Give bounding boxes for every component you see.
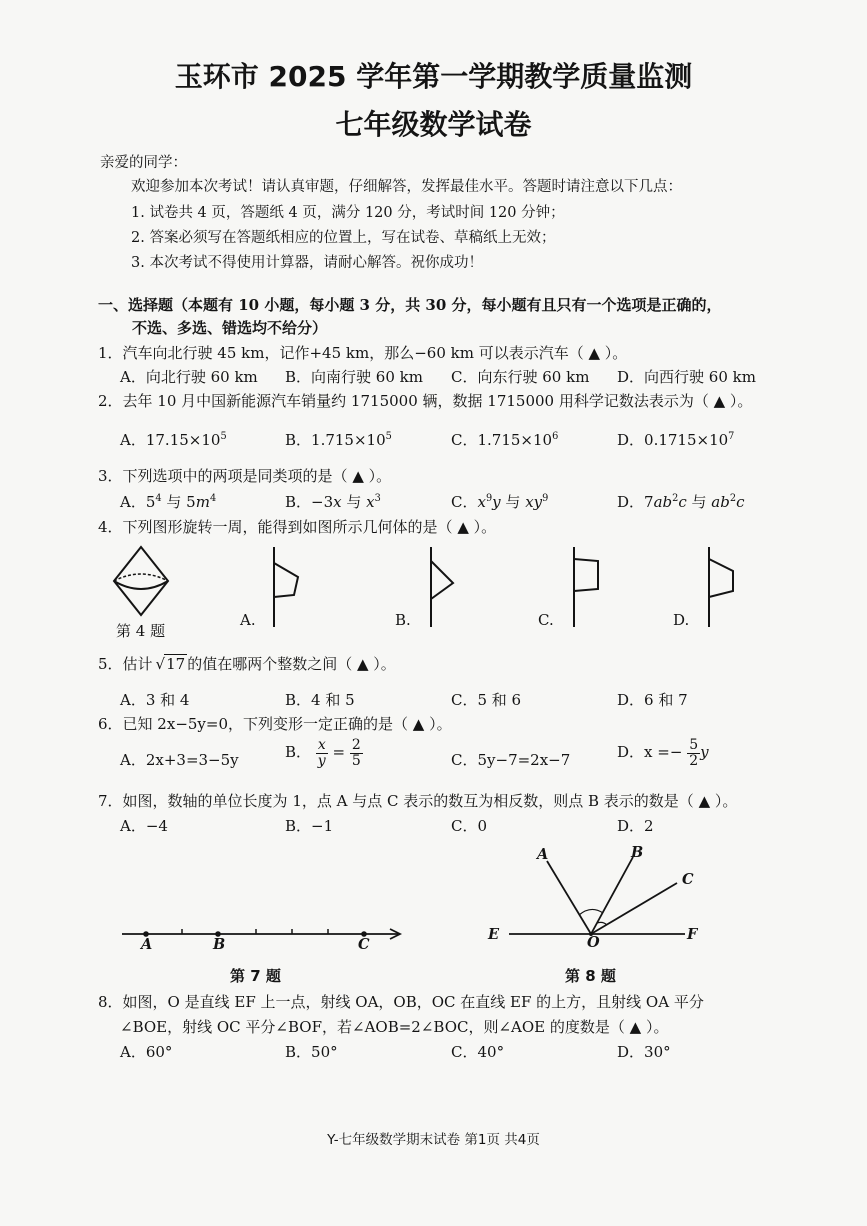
q2-option-c: C．$1.715\times 10^6$: [451, 431, 559, 449]
q6-stem: 6．已知 2x−5y=0，下列变形一定正确的是（ ▲ ）。: [98, 715, 452, 733]
q7-label-b: B: [213, 936, 226, 953]
q8-stem-line1: 8．如图，O 是直线 EF 上一点，射线 OA，OB，OC 在直线 EF 的上方，且射线 OA 平分: [98, 993, 704, 1011]
q2-stem: 2．去年 10 月中国新能源汽车销量约 1715000 辆，数据 1715000 用科学记数法表示为（ ▲ ）。: [98, 392, 753, 410]
notice-greeting: 亲爱的同学：: [100, 155, 187, 171]
q7-stem: 7．如图，数轴的单位长度为 1，点 A 与点 C 表示的数互为相反数，则点 B 表示的数是（ ▲ ）。: [98, 792, 738, 810]
q8-stem-line2: ∠BOE，射线 OC 平分∠BOF，若∠AOB=2∠BOC，则∠AOE 的度数是（ ▲ ）。: [120, 1018, 669, 1036]
q3-option-b: B．−3x 与 $x^3$: [285, 493, 381, 511]
q1-option-c: C．向东行驶 60 km: [451, 368, 590, 386]
q8-option-a: A．60°: [120, 1043, 173, 1061]
notice-item-3: 3. 本次考试不得使用计算器，请耐心解答。祝你成功！: [131, 255, 483, 271]
q5-option-c: C．5 和 6: [451, 691, 522, 709]
q8-label-o: O: [587, 934, 600, 951]
q4-option-a-label: A.: [240, 611, 256, 629]
q6-option-a: A．2x+3=3−5y: [120, 751, 239, 769]
notice-item-2: 2. 答案必须写在答题纸相应的位置上，写在试卷、草稿纸上无效；: [131, 230, 556, 246]
q2-option-b: B．$1.715\times 10^5$: [285, 431, 392, 449]
q8-label-f: F: [687, 926, 698, 943]
q8-label-e: E: [488, 926, 500, 943]
q4-option-d-shape: [703, 547, 743, 627]
q1-option-d: D．向西行驶 60 km: [617, 368, 756, 386]
exam-title-line2: 七年级数学试卷: [335, 108, 532, 141]
q4-option-c-label: C.: [538, 611, 554, 629]
q7-label-c: C: [358, 936, 370, 953]
q7-option-a: A．−4: [120, 817, 168, 835]
q4-option-c-shape: [568, 547, 608, 627]
q4-stem: 4．下列图形旋转一周，能得到如图所示几何体的是（ ▲ ）。: [98, 518, 497, 536]
q7-option-d: D．2: [617, 817, 654, 835]
q2-option-a: A．$17.15\times 10^5$: [120, 431, 227, 449]
q6-option-b: B． $\frac{x}{y}$ = $\frac{2}{5}$: [285, 737, 361, 769]
q3-option-d: D．$7ab^2c$ 与 $ab^2c$: [617, 493, 745, 511]
q6-option-d: D．x =− $\frac{5}{2}$ y: [617, 737, 709, 769]
q5-radicand: 17: [166, 655, 186, 673]
q4-option-b-label: B.: [395, 611, 411, 629]
q3-option-c: C．$x^9y$ 与 $xy^9$: [451, 493, 549, 511]
q1-stem: 1．汽车向北行驶 45 km，记作+45 km，那么−60 km 可以表示汽车（ ▲ ）。: [98, 344, 628, 362]
q8-label-c: C: [682, 871, 694, 888]
q8-option-b: B．50°: [285, 1043, 338, 1061]
q7-label-a: A: [141, 936, 153, 953]
exam-title-line1: 玉环市 2025 学年第一学期教学质量监测: [174, 60, 693, 93]
page-footer: Y-七年级数学期末试卷 第1页 共4页: [327, 1132, 540, 1148]
section1-heading-line2: 不选、多选、错选均不给分）: [132, 319, 328, 337]
q1-option-a: A．向北行驶 60 km: [120, 368, 258, 386]
q6-option-c: C．5y−7=2x−7: [451, 751, 571, 769]
q3-stem: 3．下列选项中的两项是同类项的是（ ▲ ）。: [98, 467, 392, 485]
q4-option-d-label: D.: [673, 611, 690, 629]
q4-option-a-shape: [268, 547, 308, 627]
q4-option-b-shape: [425, 547, 465, 627]
q5-option-d: D．6 和 7: [617, 691, 688, 709]
notice-item-1: 1. 试卷共 4 页，答题纸 4 页，满分 120 分，考试时间 120 分钟；: [131, 205, 565, 221]
q4-figure-caption: 第 4 题: [116, 622, 166, 640]
q7-option-b: B．−1: [285, 817, 334, 835]
q5-option-b: B．4 和 5: [285, 691, 355, 709]
q4-solid-figure: [110, 545, 172, 617]
notice-intro: 欢迎参加本次考试！请认真审题，仔细解答，发挥最佳水平。答题时请注意以下几点：: [131, 179, 682, 195]
q8-option-c: C．40°: [451, 1043, 505, 1061]
q8-label-a: A: [537, 846, 549, 863]
q3-option-a: A．$5^4$ 与 $5m^4$: [120, 493, 217, 511]
q5-option-a: A．3 和 4: [120, 691, 190, 709]
q2-option-d: D．$0.1715\times 10^7$: [617, 431, 735, 449]
q7-option-c: C．0: [451, 817, 488, 835]
q8-figure-caption: 第 8 题: [565, 967, 616, 985]
q8-angle-figure: [505, 845, 698, 945]
q1-option-b: B．向南行驶 60 km: [285, 368, 423, 386]
q5-stem: 5．估计 √17 的值在哪两个整数之间（ ▲ ）。: [98, 655, 396, 673]
section1-heading-line1: 一、选择题（本题有 10 小题，每小题 3 分，共 30 分，每小题有且只有一个选项是正确的，: [98, 296, 722, 314]
q8-label-b: B: [631, 844, 644, 861]
q7-figure-caption: 第 7 题: [230, 967, 281, 985]
q8-option-d: D．30°: [617, 1043, 671, 1061]
